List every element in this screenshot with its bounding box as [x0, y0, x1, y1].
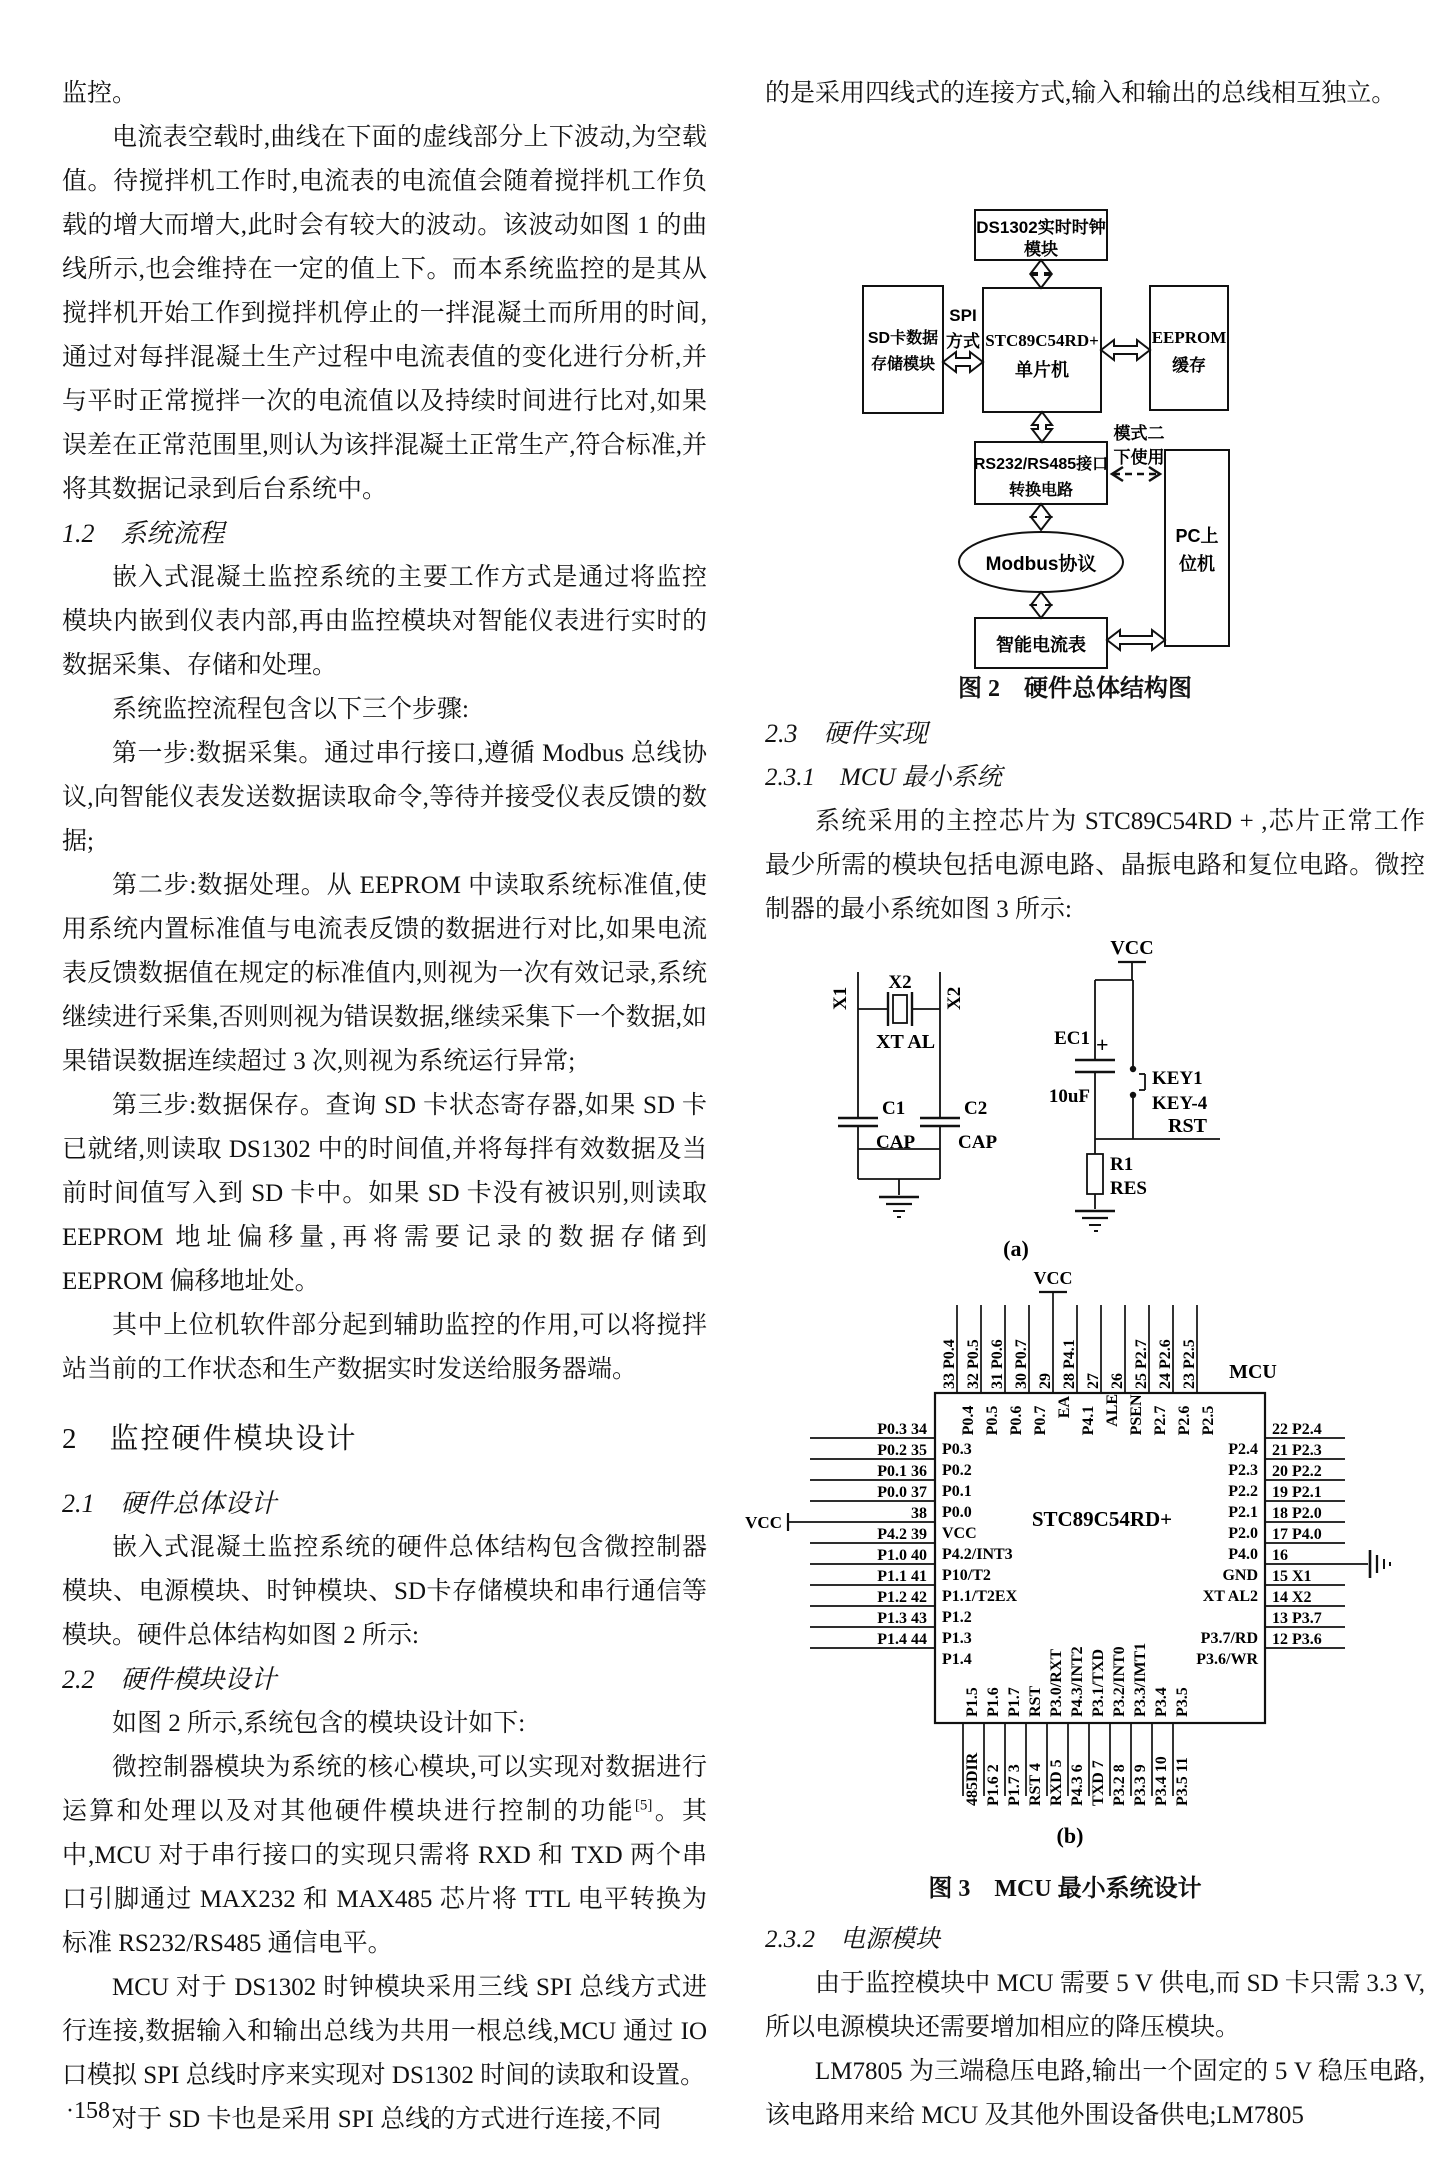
ds1302-label: DS1302实时时钟: [976, 218, 1106, 237]
smart-ammeter-label: 智能电流表: [996, 635, 1086, 655]
pin-label: P1.6: [985, 1687, 1002, 1717]
key-contact: [1130, 1066, 1136, 1072]
c1-ref: C1: [882, 1098, 906, 1119]
sd-label: SD卡数据: [867, 330, 939, 347]
figure-2-caption: 图 2 硬件总体结构图: [958, 676, 1192, 702]
subfigure-a-label: (a): [1003, 1236, 1029, 1261]
pin-label: P1.3: [942, 1630, 972, 1647]
pin-label: P3.6/WR: [1196, 1651, 1258, 1668]
pin-label: RST 4: [1027, 1763, 1044, 1806]
pin-label: P0.5: [984, 1405, 1001, 1436]
pin-label: P4.1: [1080, 1405, 1097, 1436]
pin-label: P1.6 2: [985, 1764, 1002, 1806]
pin-label: 29: [1037, 1373, 1054, 1389]
pin-label: ALE: [1104, 1393, 1121, 1427]
paragraph: 由于监控模块中 MCU 需要 5 V 供电,而 SD 卡只需 3.3 V,所以电源模块还需要增加相应的降压模块。: [765, 1970, 1425, 2041]
pin-label: TXD 7: [1090, 1760, 1107, 1806]
section-heading-2-3: 2.3 硬件实现: [765, 719, 928, 748]
pin-label: P2.0: [1228, 1525, 1258, 1542]
pin-label: P0.7: [1032, 1405, 1049, 1436]
pin-label: 16: [1272, 1547, 1288, 1564]
double-arrow: [1031, 592, 1051, 618]
paragraph: 对于 SD 卡也是采用 SPI 总线的方式进行连接,不同: [112, 2106, 662, 2133]
mode2-label: 模式二: [1113, 424, 1165, 443]
mcu-designator: MCU: [1229, 1361, 1277, 1383]
mcu-pins: [745, 1292, 1390, 1806]
double-arrow: [1032, 412, 1052, 442]
citation-ref: [5]: [634, 1797, 653, 1814]
pin-label: P2.1: [1228, 1504, 1258, 1521]
pin-label: P2.2: [1228, 1483, 1258, 1500]
mcu-chip-label-2: 单片机: [1015, 360, 1069, 380]
spi-label: SPI: [949, 306, 977, 325]
ec1-ref: EC1: [1054, 1028, 1090, 1049]
vcc-label: VCC: [1110, 937, 1154, 959]
pin-label: 26: [1109, 1373, 1126, 1389]
double-arrow: [943, 352, 983, 372]
pin-label: P3.2 8: [1111, 1764, 1128, 1806]
pin-label: 30 P0.7: [1013, 1339, 1030, 1389]
eeprom-label: EEPROM: [1151, 328, 1227, 347]
pin-label: RST: [1027, 1685, 1044, 1717]
pin-label: P4.2 39: [877, 1526, 927, 1543]
pin-label: P1.1 41: [877, 1568, 927, 1585]
eeprom-label-2: 缓存: [1172, 356, 1206, 375]
pin-label: 12 P3.6: [1272, 1631, 1322, 1648]
pin-label: P0.4: [960, 1405, 977, 1436]
key1-ref: KEY1: [1152, 1068, 1203, 1089]
pin-label: P2.5: [1200, 1405, 1217, 1436]
pin-label: 27: [1085, 1373, 1102, 1389]
figure-3a-crystal-reset-circuit: [780, 932, 1420, 1262]
paragraph: 嵌入式混凝土监控系统的主要工作方式是通过将监控模块内嵌到仪表内部,再由监控模块对智能仪表进行实时的数据采集、存储和处理。: [62, 564, 707, 679]
pin-label: 14 X2: [1272, 1589, 1312, 1606]
paragraph: 其中上位机软件部分起到辅助监控的作用,可以将搅拌站当前的工作状态和生产数据实时发送给服务器端。: [62, 1312, 707, 1383]
polarity-plus: +: [1096, 1032, 1109, 1057]
pin-label: P3.7/RD: [1200, 1630, 1258, 1647]
sd-card-block: [863, 286, 943, 413]
spi-label-2: 方式: [946, 332, 980, 351]
pin-label: 31 P0.6: [989, 1339, 1006, 1389]
crystal-body: [893, 995, 907, 1023]
mcu-chip-label: STC89C54RD+: [985, 331, 1099, 350]
mcu-chip-name: STC89C54RD+: [1031, 1507, 1173, 1531]
pin-label: 38: [911, 1505, 927, 1522]
pin-label: 25 P2.7: [1133, 1339, 1150, 1389]
ds1302-label-2: 模块: [1024, 240, 1058, 259]
c2-ref: C2: [964, 1098, 988, 1119]
vcc-left-label: VCC: [745, 1513, 782, 1532]
pin-label: P0.1: [942, 1483, 972, 1500]
rst-net-label: RST: [1168, 1115, 1207, 1137]
pin-label: P1.0 40: [877, 1547, 927, 1564]
figure-2-hardware-structure-diagram: [855, 200, 1355, 680]
pin-label: P0.1 36: [877, 1463, 927, 1480]
paragraph: 嵌入式混凝土监控系统的硬件总体结构包含微控制器模块、电源模块、时钟模块、SD卡存储模块和串行通信等模块。硬件总体结构如图 2 所示:: [62, 1534, 707, 1649]
ec1-value: 10uF: [1048, 1086, 1090, 1107]
section-heading-2-3-2: 2.3.2 电源模块: [765, 1926, 941, 1953]
r1-value: RES: [1110, 1178, 1147, 1199]
pin-label: 21 P2.3: [1272, 1442, 1322, 1459]
pin-label: P2.6: [1176, 1405, 1193, 1436]
pin-label: 18 P2.0: [1272, 1505, 1322, 1522]
paragraph: [62, 1746, 707, 1966]
pin-label: P2.4: [1228, 1441, 1258, 1458]
section-heading-2-2: 2.2 硬件模块设计: [62, 1665, 277, 1694]
pin-label: P1.2 42: [877, 1589, 927, 1606]
pin-label: 33 P0.4: [941, 1339, 958, 1389]
paragraph: 第一步:数据采集。通过串行接口,遵循 Modbus 总线协议,向智能仪表发送数据读取命令,等待并接受仪表反馈的数据;: [62, 740, 707, 855]
r1-ref: R1: [1110, 1154, 1134, 1175]
pin-label: P0.0: [942, 1504, 972, 1521]
pin-label: P2.7: [1152, 1405, 1169, 1436]
mode2-label-2: 下使用: [1113, 448, 1165, 467]
section-heading-2-1: 2.1 硬件总体设计: [62, 1489, 277, 1518]
pin-label: 28 P4.1: [1061, 1339, 1078, 1389]
x1-net-label: X1: [830, 986, 851, 1010]
vcc-top-label: VCC: [1033, 1268, 1073, 1288]
pin-label: 24 P2.6: [1157, 1339, 1174, 1389]
pin-label: P1.7: [1006, 1687, 1023, 1717]
pin-label: P3.2/INT0: [1111, 1646, 1128, 1717]
double-arrow: [1031, 504, 1051, 530]
pin-label: P0.2 35: [877, 1442, 927, 1459]
pc-label: PC上: [1175, 526, 1219, 546]
pin-label: 15 X1: [1272, 1568, 1312, 1585]
paragraph: 的是采用四线式的连接方式,输入和输出的总线相互独立。: [765, 80, 1397, 107]
pin-label: EA: [1056, 1395, 1073, 1419]
mcu-block: [983, 288, 1101, 412]
paragraph: 电流表空载时,曲线在下面的虚线部分上下波动,为空载值。待搅拌机工作时,电流表的电流值会随着搅拌机工作负载的增大而增大,此时会有较大的波动。该波动如图 1 的曲线所示,也会维持在一定的值上下。而本系统监控的是其从搅拌机开始工作到搅拌机停止的一拌混凝土而所用的时间,通过对每拌混凝土生产过程中电流表值的变化进行分析,并与平时正常搅拌一次的电流值以及持续时间进行比对,如果误差在正常范围里,则认为该拌混凝土正常生产,符合标准,并将其数据记录到后台系统中。: [62, 124, 707, 503]
pin-label: P3.0/RXT: [1048, 1649, 1065, 1717]
pin-label: P3.1/TXD: [1090, 1649, 1107, 1717]
pin-label: P0.0 37: [877, 1484, 927, 1501]
c2-value: CAP: [958, 1132, 998, 1153]
crystal-name: XT AL: [876, 1031, 936, 1053]
section-heading-2: 2 监控硬件模块设计: [62, 1423, 358, 1455]
double-arrow: [1101, 340, 1150, 360]
pin-label: P4.3 6: [1069, 1764, 1086, 1806]
key1-value: KEY-4: [1152, 1093, 1208, 1114]
pin-label: 23 P2.5: [1181, 1339, 1198, 1389]
paragraph-text: 微控制器模块为系统的核心模块,可以实现对数据进行运算和处理以及对其他硬件模块进行控制的功能: [62, 1754, 707, 1825]
pin-label: P0.3: [942, 1441, 972, 1458]
pin-label: P1.4: [942, 1651, 972, 1668]
pin-label: P3.4: [1153, 1687, 1170, 1717]
double-arrow: [1107, 630, 1165, 650]
pin-label: P4.0: [1228, 1546, 1258, 1563]
section-heading-2-3-1: 2.3.1 MCU 最小系统: [765, 764, 1002, 791]
pin-label: 17 P4.0: [1272, 1526, 1322, 1543]
pin-label: P4.2/INT3: [942, 1546, 1013, 1563]
pin-label: P1.5: [964, 1687, 981, 1717]
pin-label: PSEN: [1128, 1394, 1145, 1436]
eeprom-block: [1150, 286, 1228, 410]
modbus-label: Modbus协议: [985, 554, 1097, 575]
pin-label: P1.4 44: [877, 1631, 927, 1648]
pin-label: P1.7 3: [1006, 1764, 1023, 1806]
left-column: [62, 72, 707, 2142]
pin-label: VCC: [942, 1525, 977, 1542]
pin-label: P4.3/INT2: [1069, 1646, 1086, 1717]
figure-3b-mcu-pinout: [720, 1258, 1441, 1858]
pin-label: P1.2: [942, 1609, 972, 1626]
pin-label: 19 P2.1: [1272, 1484, 1322, 1501]
pin-label: 22 P2.4: [1272, 1421, 1322, 1438]
pin-label: P3.4 10: [1153, 1756, 1170, 1806]
pin-label: P0.3 34: [877, 1421, 927, 1438]
pin-label: P1.3 43: [877, 1610, 927, 1627]
pin-label: P3.3/IMT1: [1132, 1642, 1149, 1717]
subfigure-b-label: (b): [1056, 1823, 1084, 1848]
pin-label: P3.5: [1174, 1687, 1191, 1717]
paragraph: 第三步:数据保存。查询 SD 卡状态寄存器,如果 SD 卡已就绪,则读取 DS1302 中的时间值,并将每拌有效数据及当前时间值写入到 SD 卡中。如果 SD 卡没有被识别,则读取 EEPROM 地址偏移量,再将需要记录的数据存储到 EEPROM 偏移地址处。: [62, 1092, 707, 1295]
pin-label: 20 P2.2: [1272, 1463, 1322, 1480]
paragraph: 如图 2 所示,系统包含的模块设计如下:: [112, 1710, 526, 1737]
pin-label: RXD 5: [1048, 1759, 1065, 1806]
pin-label: 32 P0.5: [965, 1339, 982, 1389]
figure-3-caption: 图 3 MCU 最小系统设计: [928, 1876, 1202, 1902]
pc-label-2: 位机: [1179, 554, 1215, 574]
paragraph: 监控。: [62, 80, 138, 107]
pin-label: P2.3: [1228, 1462, 1258, 1479]
paragraph: 系统采用的主控芯片为 STC89C54RD + ,芯片正常工作最少所需的模块包括电源电路、晶振电路和复位电路。微控制器的最小系统如图 3 所示:: [765, 808, 1425, 923]
pin-label: P3.5 11: [1174, 1757, 1191, 1806]
paragraph: LM7805 为三端稳压电路,输出一个固定的 5 V 稳压电路,该电路用来给 MCU 及其他外围设备供电;LM7805: [765, 2058, 1425, 2129]
x2-net-label: X2: [944, 986, 965, 1010]
pin-label: 13 P3.7: [1272, 1610, 1322, 1627]
paragraph: 系统监控流程包含以下三个步骤:: [112, 696, 469, 723]
pin-label: P10/T2: [942, 1567, 991, 1584]
pin-label: P0.2: [942, 1462, 972, 1479]
sd-label-2: 存储模块: [870, 356, 936, 373]
crystal-ref: X2: [888, 972, 912, 993]
double-arrow: [1031, 260, 1051, 288]
pin-label: P1.1/T2EX: [942, 1588, 1018, 1605]
c1-value: CAP: [876, 1132, 916, 1153]
pin-label: GND: [1222, 1567, 1258, 1584]
rs232-label-2: 转换电路: [1008, 482, 1074, 499]
pin-label: XT AL2: [1202, 1588, 1258, 1605]
paragraph: 第二步:数据处理。从 EEPROM 中读取系统标准值,使用系统内置标准值与电流表反馈的数据进行对比,如果电流表反馈数据值在规定的标准值内,则视为一次有效记录,系统继续进行采集,否则则视为错误数据,继续采集下一个数据,如果错误数据连续超过 3 次,则视为系统运行异常;: [62, 872, 707, 1075]
pin-label: P0.6: [1008, 1405, 1025, 1436]
section-heading-1-2: 1.2 系统流程: [62, 519, 225, 548]
pin-label: 485DIR: [964, 1752, 981, 1806]
key-contact: [1130, 1092, 1136, 1098]
pin-label: P3.3 9: [1132, 1764, 1149, 1806]
rs232-label: RS232/RS485接口: [973, 456, 1109, 473]
page-number: ·158·: [66, 2098, 118, 2124]
paragraph: MCU 对于 DS1302 时钟模块采用三线 SPI 总线方式进行连接,数据输入和输出总线为共用一根总线,MCU 通过 IO 口模拟 SPI 总线时序来实现对 DS1302 时间的读取和设置。: [62, 1974, 707, 2089]
paragraph-text: 。其中,MCU 对于串行接口的实现只需将 RXD 和 TXD 两个串口引脚通过 MAX232 和 MAX485 芯片将 TTL 电平转换为标准 RS232/RS485 通信电平。: [62, 1798, 707, 1957]
resistor-r1: [1087, 1154, 1103, 1194]
pc-host-block: [1165, 450, 1229, 646]
